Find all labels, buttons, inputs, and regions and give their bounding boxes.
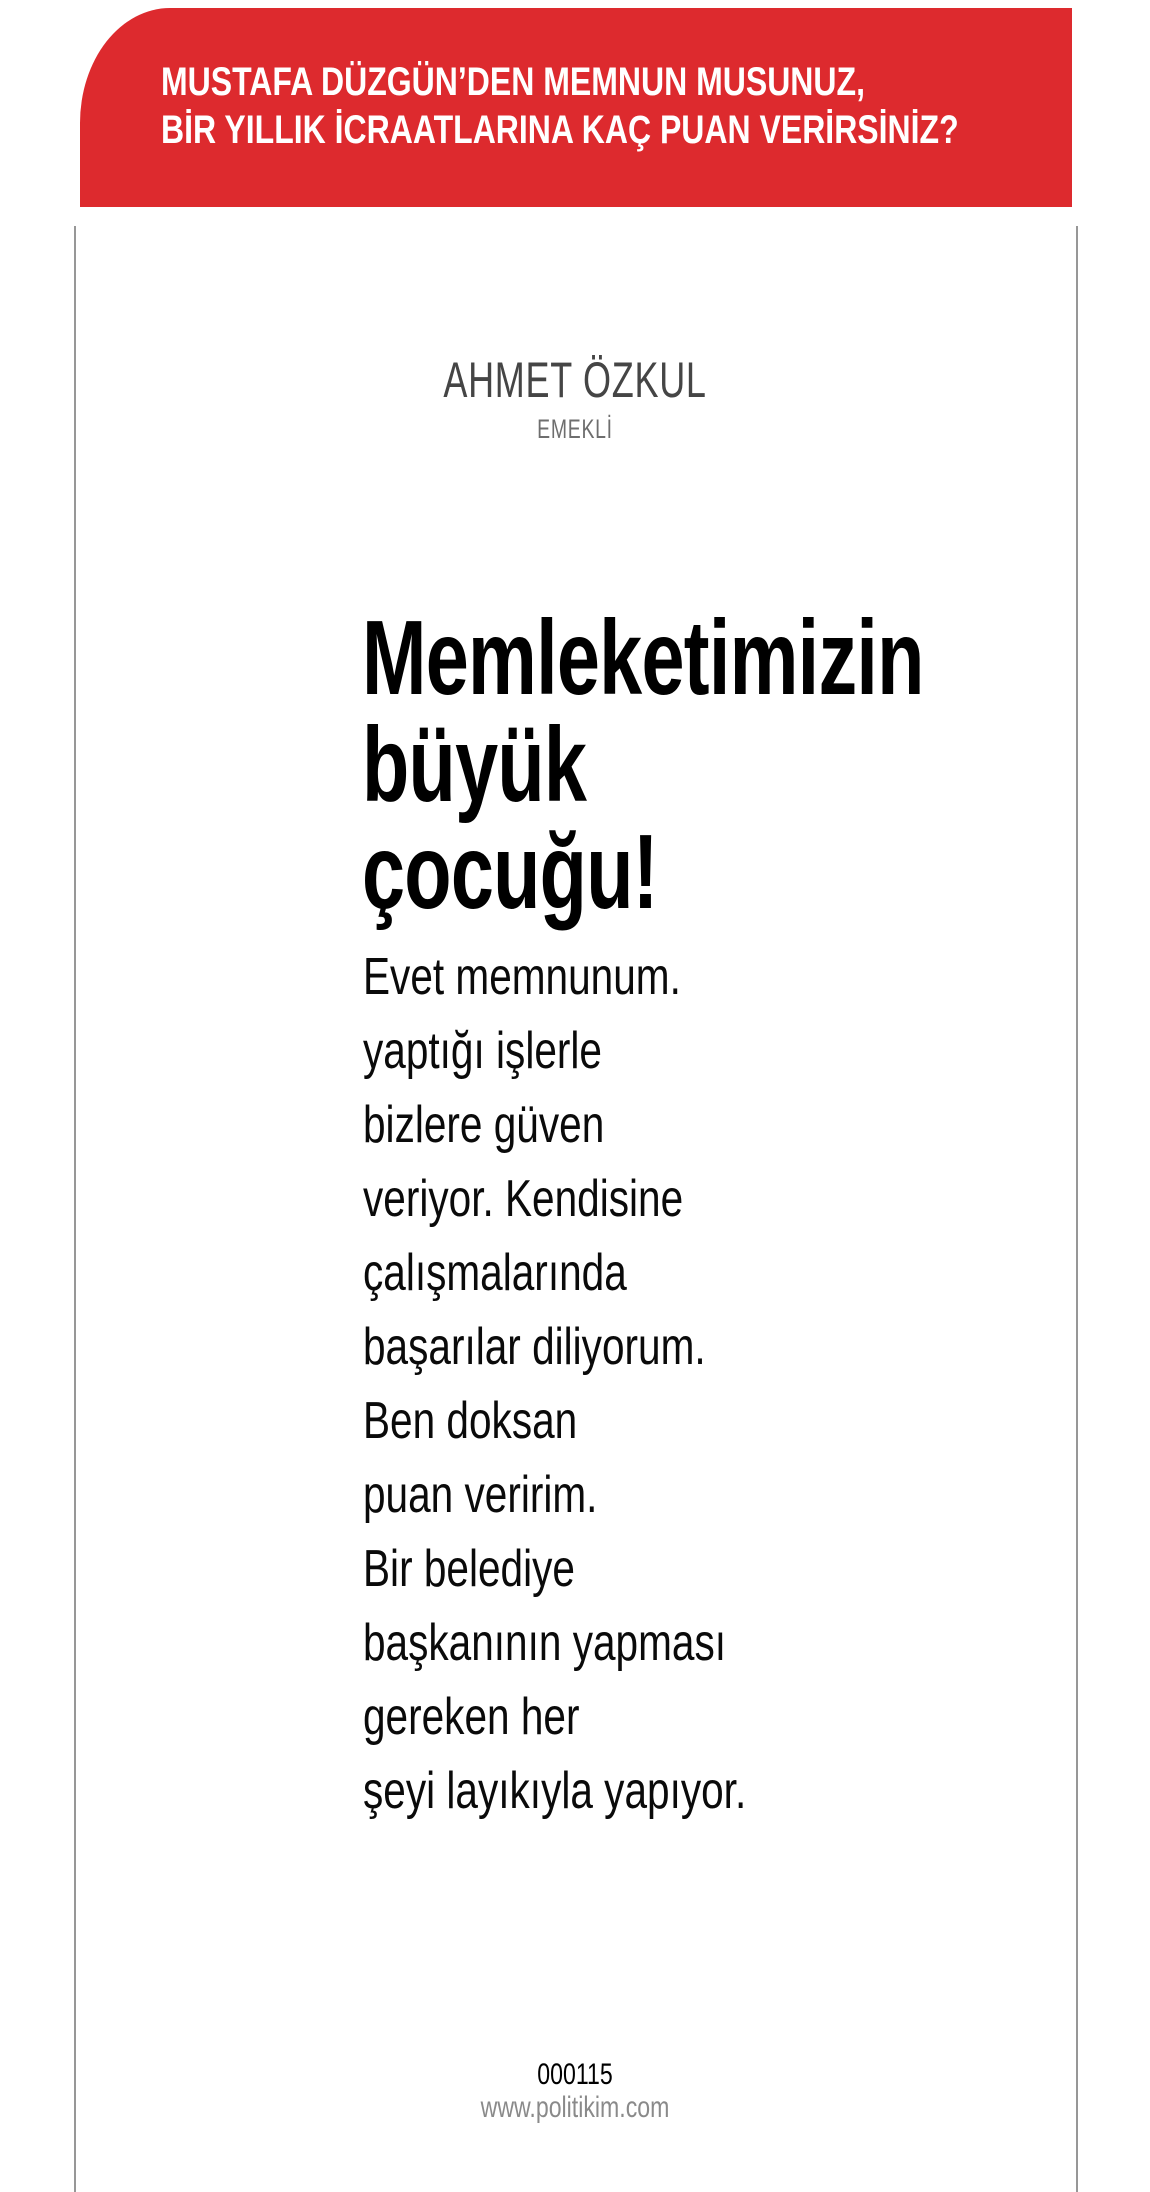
quote-body-line: Bir belediye [363,1540,575,1598]
question-line-1: MUSTAFA DÜZGÜN’DEN MEMNUN MUSUNUZ, [161,60,865,104]
quote-body-line: başarılar diliyorum. [363,1318,706,1376]
quote-body-line: Ben doksan [363,1392,578,1450]
quote-body-line: şeyi layıkıyla yapıyor. [363,1762,747,1820]
footer-website: www.politikim.com [480,2091,670,2124]
quote-body-line: yaptığı işlerle [363,1022,602,1080]
question-line-2: BİR YILLIK İCRAATLARINA KAÇ PUAN VERİRSİNİZ? [161,108,959,152]
headline-line-1: Memleketimizin [362,599,924,717]
respondent-block [161,352,989,444]
quote-body-line: gereken her [363,1688,580,1746]
quote-body-line: çalışmalarında [363,1244,627,1302]
quote-body-line: başkanının yapması [363,1614,727,1672]
quote-body-line: veriyor. Kendisine [363,1170,684,1228]
question-text [161,58,959,154]
quote-body-line: Evet memnunum. [363,948,681,1006]
quote-body-line: puan veririm. [363,1466,598,1524]
frame-rule-right [1076,226,1078,2192]
respondent-title: EMEKLİ [537,414,613,444]
footer [132,2060,1018,2123]
question-banner [80,8,1072,207]
quote-body-line: bizlere güven [363,1096,605,1154]
headline-line-3: çocuğu! [362,813,658,931]
respondent-name: AHMET ÖZKUL [443,352,707,408]
headline-line-2: büyük [362,706,587,824]
footer-code: 000115 [537,2058,613,2091]
quote-headline [362,599,924,931]
quote-body [363,940,746,1828]
frame-rule-left [74,226,76,2192]
